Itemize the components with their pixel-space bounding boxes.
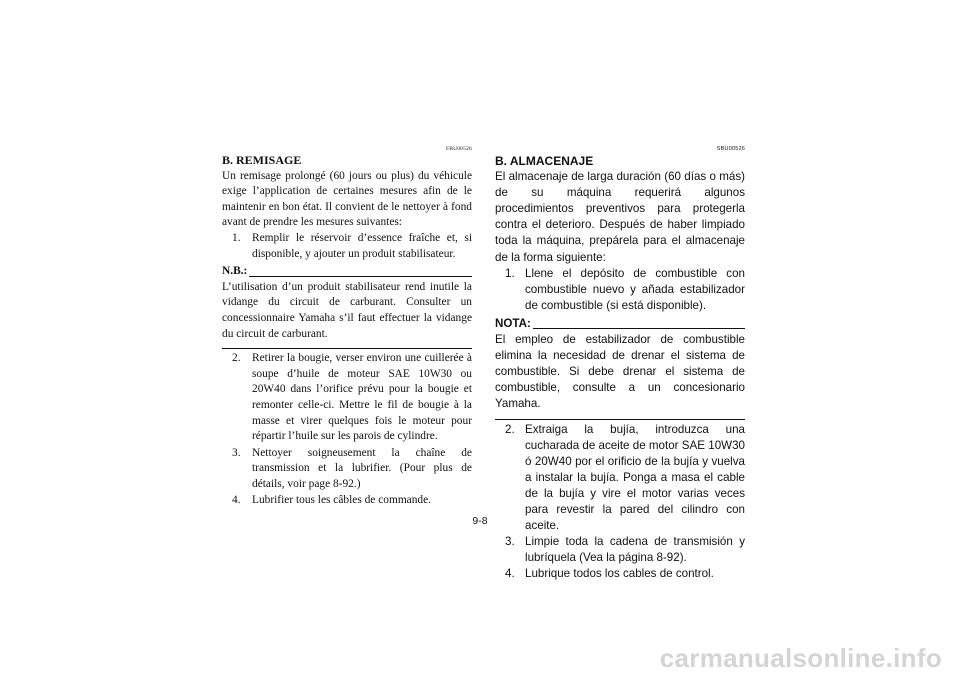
intro-paragraph: Un remisage prolongé (60 jours ou plus) du véhicule exige l’application de certaines mesures afin de le maintenir en bon état. Il convient de le nettoyer à fond avant de prendre les mesures suivantes: <box>222 169 472 229</box>
step-number: 4. <box>505 567 515 581</box>
page-number: 9-8 <box>472 515 488 527</box>
step-number: 1. <box>505 266 515 280</box>
note-label: NOTA: <box>495 316 531 330</box>
list-item <box>222 493 472 509</box>
step-text: Remplir le réservoir d’essence fraîche et, si disponible, y ajouter un produit stabilisateur. <box>252 231 472 260</box>
step-list <box>495 266 745 314</box>
section-code: FBU00526 <box>445 146 472 152</box>
list-item <box>495 534 745 566</box>
step-text: Nettoyer soigneusement la chaîne de transmission et la lubrifier. (Pour plus de détails, voir page 8-92.) <box>252 446 472 490</box>
note-text: L’utilisation d’un produit stabilisateur rend inutile la vidange du circuit de carburant. Consulter un concessionnaire Yamaha s’il faut effectuer la vidange du circuit de carburant. <box>222 280 472 340</box>
note-header <box>495 316 745 332</box>
section-heading: B. ALMACENAJE <box>495 154 594 168</box>
step-text: Lubrique todos los cables de control. <box>525 567 714 581</box>
step-text: Retirer la bougie, verser environ une cuillerée à soupe d’huile de moteur SAE 10W30 ou 20W40 dans l’orifice prévu pour la bougie et remonter celle-ci. Mettre le fil de bougie à la masse et virer quelques fois le moteur pour répartir l’huile sur les parois de cylindre. <box>252 352 472 443</box>
step-number: 2. <box>232 352 241 365</box>
step-list <box>222 351 472 509</box>
intro-paragraph: El almacenaje de larga duración (60 días o más) de su máquina requerirá algunos procedimientos preventivos para protegerla contra el deterioro. Después de haber limpiado toda la máquina, prepárela para el almacenaje de la forma siguiente: <box>495 170 745 264</box>
list-item <box>495 566 745 582</box>
section-heading: B. REMISAGE <box>222 153 302 167</box>
section-code: SBU00526 <box>716 146 745 152</box>
list-item <box>222 446 472 493</box>
step-list <box>222 231 472 262</box>
step-text: Llene el depósito de combustible con combustible nuevo y añada estabilizador de combustible (si está disponible). <box>525 266 745 312</box>
note-label: N.B.: <box>222 265 248 278</box>
note-header <box>222 264 472 280</box>
step-number: 4. <box>232 494 241 507</box>
step-text: Limpie toda la cadena de transmisión y lubríquela (Vea la página 8-92). <box>525 535 745 565</box>
step-number: 1. <box>232 231 241 244</box>
list-item <box>222 231 472 262</box>
step-number: 3. <box>505 535 515 549</box>
watermark: carmanualsonline.info <box>659 643 942 673</box>
list-item <box>222 351 472 445</box>
step-text: Lubrifier tous les câbles de commande. <box>252 494 432 507</box>
french-column <box>222 145 472 510</box>
list-item <box>495 266 745 314</box>
note-divider <box>495 419 745 420</box>
step-text: Extraiga la bujía, introduzca una cucharada de aceite de motor SAE 10W30 ó 20W40 por el orificio de la bujía y vuelva a instalar la bujía. Ponga a masa el cable de la bujía y vire el motor varias veces para revestir la pared del cilindro con aceite. <box>525 422 745 533</box>
note-text: El empleo de estabilizador de combustible elimina la necesidad de drenar el sistema de combustible. Si debe drenar el sistema de combustible, consulte a un concesionario Yamaha. <box>495 333 745 411</box>
step-list <box>495 422 745 583</box>
note-rule <box>533 328 745 329</box>
step-number: 3. <box>232 446 241 459</box>
note-divider <box>222 348 472 349</box>
step-number: 2. <box>505 422 515 436</box>
note-rule <box>249 276 472 277</box>
